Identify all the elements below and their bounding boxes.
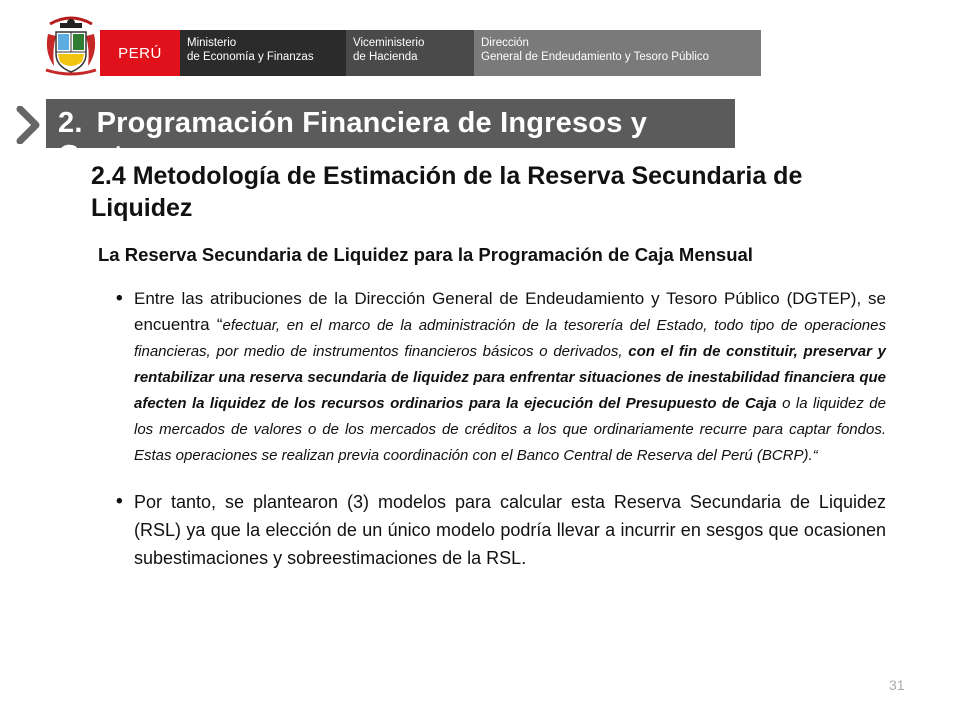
direction-line-1: Dirección <box>481 37 529 49</box>
bullet-item-modelos <box>116 488 886 572</box>
section-banner <box>46 99 735 172</box>
bullet1-quote <box>134 317 886 464</box>
vice-line-2: de Hacienda <box>353 51 418 63</box>
section-number: 2. <box>58 107 83 139</box>
direction-line-2: General de Endeudamiento y Tesoro Público <box>481 51 710 63</box>
bullet-item-atribuciones <box>116 286 886 468</box>
slide-subheading: La Reserva Secundaria de Liquidez para la Programación de Caja Mensual <box>98 244 753 265</box>
slide-subtitle: 2.4 Metodología de Estimación de la Reserva Secundaria de Liquidez <box>91 162 803 222</box>
bullet1-quote-bold: con el fin de constituir, preservar y rentabilizar una reserva secundaria de liquidez para enfrentar situaciones de inestabilidad financiera que afecten la liquidez de los recursos ordinarios para la ejecución del Presupuesto de Caja <box>134 343 886 412</box>
chevron-right-icon <box>14 106 42 144</box>
bullet-marker: • <box>116 491 123 512</box>
direction-label <box>474 30 761 76</box>
country-label: PERÚ <box>100 30 180 76</box>
viceministry-label <box>346 30 474 76</box>
ministry-label <box>180 30 346 76</box>
bullet1-quote-part2: o la liquidez de los mercados de valores o de los mercados de créditos a los que ordinariamente recurre para captar fondos. Estas operaciones se realizan previa coordinación con el Banco Central de Reserva del Perú (BCRP).“ <box>134 395 886 464</box>
bullet-list <box>116 286 886 572</box>
ministry-line-2: de Economía y Finanzas <box>187 51 314 63</box>
peru-coat-of-arms-logo <box>42 14 100 76</box>
ministry-line-1: Ministerio <box>187 37 237 49</box>
bullet1-quote-part1: efectuar, en el marco de la administración de la tesorería del Estado, todo tipo de operaciones financieras, por medio de instrumentos financieros básicos o derivados, <box>134 317 886 360</box>
bullet2-text: Por tanto, se plantearon (3) modelos para calcular esta Reserva Secundaria de Liquidez (RSL) ya que la elección de un único modelo podría llevar a incurrir en sesgos que ocasionen subestimaciones y sobreestimaciones de la RSL. <box>134 492 886 568</box>
vice-line-1: Viceministerio <box>353 37 425 49</box>
bullet1-intro: Entre las atribuciones de la Dirección General de Endeudamiento y Tesoro Público (DGTEP), se encuentra “ <box>134 289 886 334</box>
page-number: 31 <box>889 677 905 693</box>
section-title: Programación Financiera de Ingresos y Gastos <box>58 107 648 172</box>
bullet-marker: • <box>116 288 123 309</box>
